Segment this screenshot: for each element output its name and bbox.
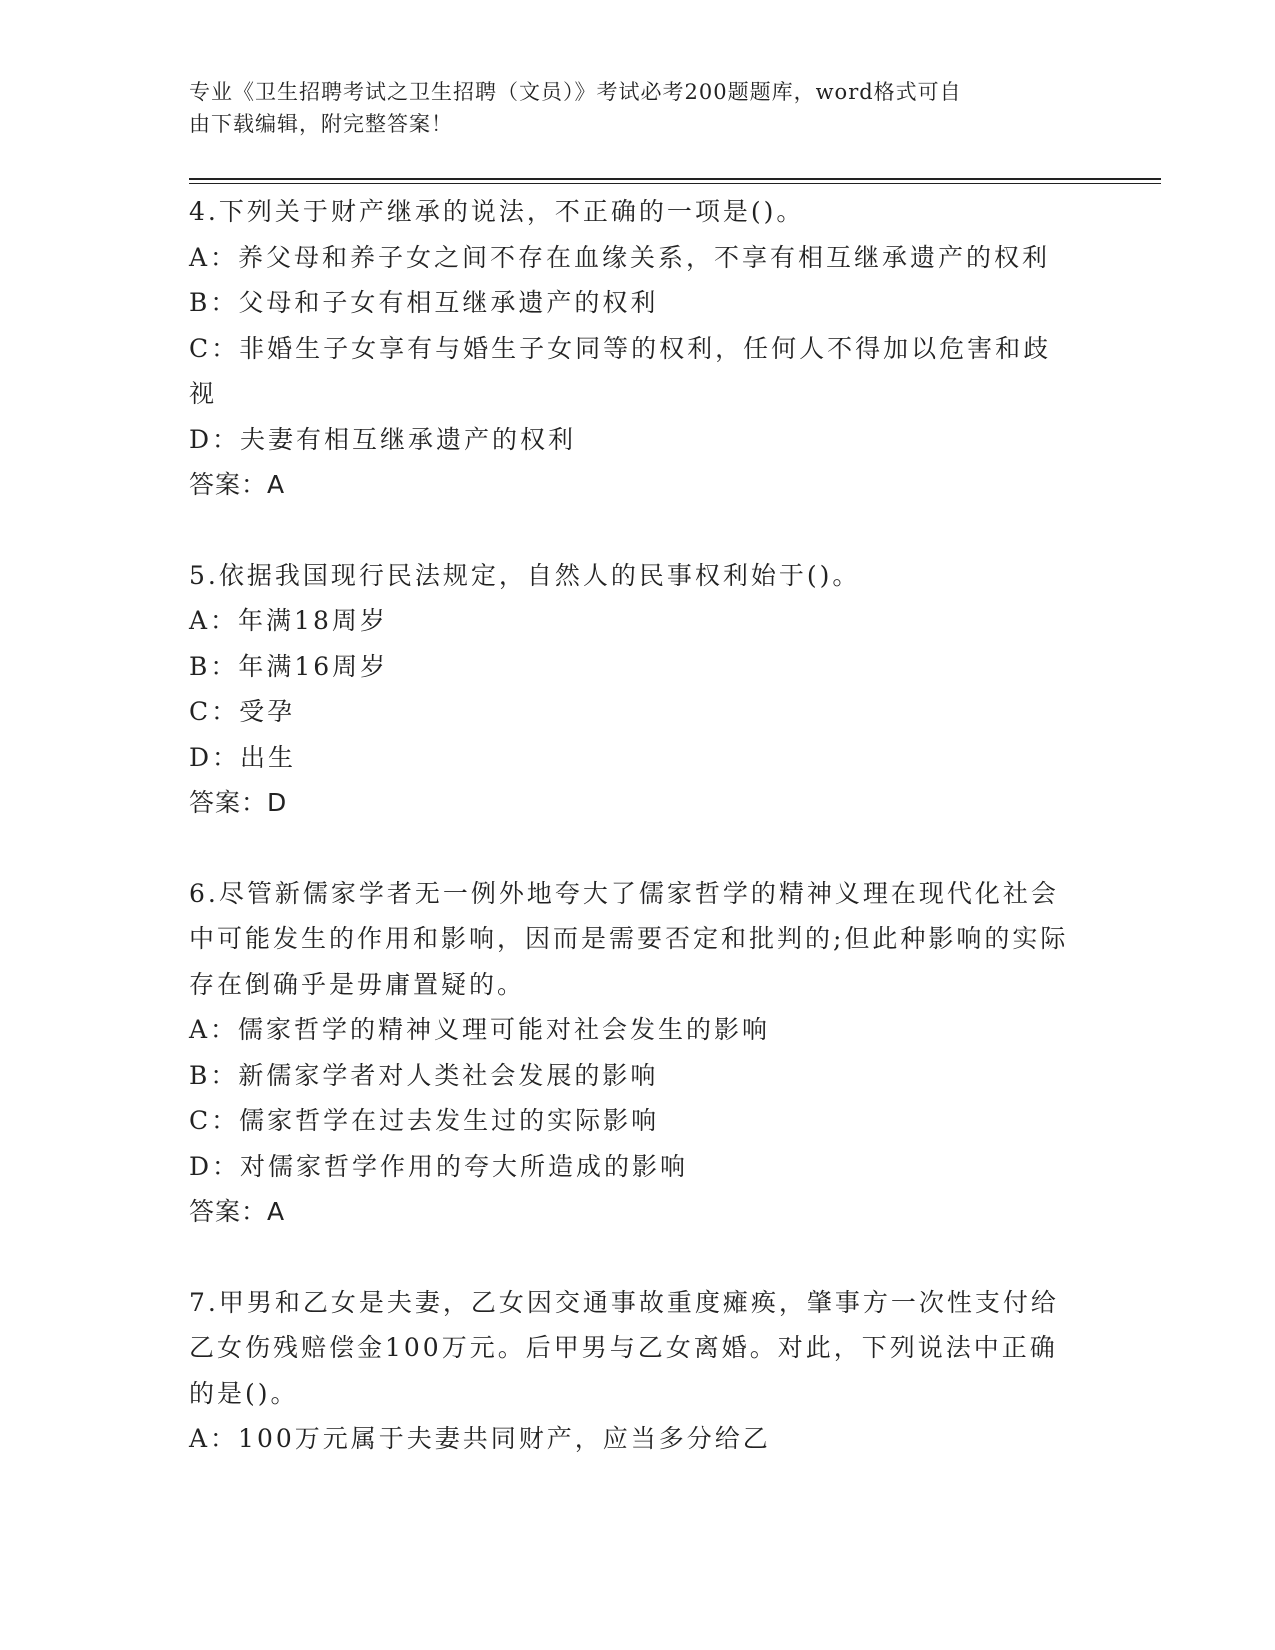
- question-stem: 5.依据我国现行民法规定，自然人的民事权利始于()。: [189, 560, 861, 590]
- option-c: C：非婚生子女享有与婚生子女同等的权利，任何人不得加以危害和歧视: [189, 333, 1052, 408]
- question-5: [189, 553, 1079, 826]
- answer: 答案：A: [189, 1197, 286, 1226]
- option-b: B：新儒家学者对人类社会发展的影响: [189, 1060, 659, 1090]
- question-stem: 6.尽管新儒家学者无一例外地夸大了儒家哲学的精神义理在现代化社会中可能发生的作用和影响，因而是需要否定和批判的;但此种影响的实际存在倒确乎是毋庸置疑的。: [189, 878, 1069, 999]
- header-divider-thick: [189, 178, 1161, 180]
- question-6: [189, 871, 1079, 1235]
- question-list: [189, 189, 1079, 1462]
- option-b: B：父母和子女有相互继承遗产的权利: [189, 288, 659, 317]
- option-a: A：儒家哲学的精神义理可能对社会发生的影响: [189, 1015, 771, 1044]
- option-d: D：出生: [189, 742, 297, 772]
- option-d: D：夫妻有相互继承遗产的权利: [189, 424, 577, 454]
- option-b: B：年满16周岁: [189, 651, 389, 681]
- option-c: C：儒家哲学在过去发生过的实际影响: [189, 1106, 660, 1135]
- option-a: A：养父母和养子女之间不存在血缘关系，不享有相互继承遗产的权利: [189, 242, 1051, 272]
- answer: 答案：A: [189, 470, 286, 499]
- option-d: D：对儒家哲学作用的夸大所造成的影响: [189, 1151, 689, 1181]
- question-stem: 7.甲男和乙女是夫妻，乙女因交通事故重度瘫痪，肇事方一次性支付给乙女伤残赔偿金100万元。后甲男与乙女离婚。对此，下列说法中正确的是()。: [189, 1287, 1059, 1408]
- header-title-line-2: 由下载编辑，附完整答案！: [189, 112, 453, 136]
- option-a: A：年满18周岁: [189, 606, 388, 635]
- question-7: [189, 1280, 1079, 1462]
- header-title-line-1: 专业《卫生招聘考试之卫生招聘（文员）》考试必考200题题库，word格式可自: [189, 80, 962, 104]
- document-header: [189, 76, 1089, 140]
- header-divider-thin: [189, 183, 1161, 184]
- question-4: [189, 189, 1079, 508]
- option-c: C：受孕: [189, 697, 296, 726]
- option-a: A：100万元属于夫妻共同财产，应当多分给乙: [189, 1424, 771, 1453]
- answer: 答案：D: [189, 788, 288, 817]
- question-stem: 4.下列关于财产继承的说法，不正确的一项是()。: [189, 197, 805, 226]
